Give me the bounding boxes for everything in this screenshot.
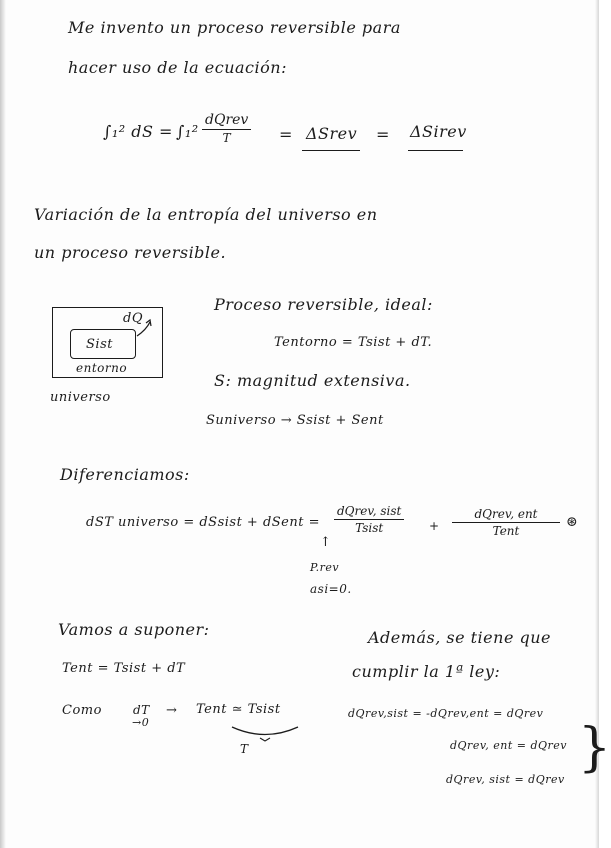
equals-sign-1: = (279, 125, 293, 144)
suppose-heading: Vamos a suponer: (58, 620, 210, 639)
fraction-ent-denominator: Tent (492, 524, 520, 538)
dqrev-ent-equation: dQrev, ent = dQrev (450, 739, 567, 752)
process-line-3: S: magnitud extensiva. (214, 371, 411, 390)
dt-label: dT (133, 703, 150, 717)
tent-equation: Tent = Tsist + dT (62, 661, 186, 676)
delta-s-rev: ΔSrev (306, 124, 358, 143)
fraction-ent (452, 507, 560, 538)
como-label: Como (62, 703, 102, 718)
page-left-shadow (0, 0, 6, 848)
fraction-sist-denominator: Tsist (355, 521, 384, 535)
intro-line-2: hacer uso de la ecuación: (68, 58, 287, 77)
process-line-2: Tentorno = Tsist + dT. (274, 335, 433, 350)
note-p-rev: P.rev (310, 561, 340, 574)
tent-approx-tsist: Tent ≃ Tsist (196, 702, 281, 717)
delta-s-irev: ΔSirev (410, 122, 467, 141)
up-arrow: ↑ (320, 535, 332, 550)
dqrev-sist-equation: dQrev, sist = dQrev (446, 773, 565, 786)
asterisk-marker: ⊛ (566, 514, 579, 530)
process-line-4: Suniverso → Ssist + Sent (206, 413, 384, 428)
fraction-numerator: dQrev (205, 112, 249, 128)
plus-sign: + (429, 519, 440, 533)
entorno-label: entorno (76, 361, 128, 375)
integral-rhs: ∫₁² (176, 122, 199, 141)
fraction-sist (334, 504, 404, 535)
section-entropy-line-2: un proceso reversible. (34, 243, 227, 262)
fraction-denominator: T (222, 131, 231, 145)
first-law-equation: dQrev,sist = -dQrev,ent = dQrev (348, 707, 544, 720)
differentiate-heading: Diferenciamos: (60, 465, 190, 484)
ademas-line-1: Además, se tiene que (368, 628, 552, 647)
implies-arrow: → (166, 703, 178, 718)
entropy-sum-lhs: dST universo = dSsist + dSent = (86, 515, 320, 530)
integral-lhs: ∫₁² dS = (103, 122, 173, 141)
common-t-label: T (240, 742, 249, 756)
ademas-line-2: cumplir la 1ª ley: (352, 662, 501, 681)
dq-label: dQ (123, 311, 143, 326)
sist-label: Sist (86, 337, 113, 352)
note-asi-zero: asi=0. (310, 582, 352, 596)
delta-s-irev-underline (408, 150, 463, 151)
intro-line-1: Me invento un proceso reversible para (68, 18, 401, 37)
process-line-1: Proceso reversible, ideal: (214, 295, 433, 314)
fraction-sist-numerator: dQrev, sist (337, 504, 402, 518)
universo-label: universo (50, 390, 111, 405)
dt-limit: →0 (132, 716, 150, 729)
fraction-ent-numerator: dQrev, ent (474, 507, 538, 521)
equals-sign-2: = (376, 125, 390, 144)
fraction-dqrev-over-t (202, 112, 251, 145)
right-brace: } (578, 718, 611, 778)
delta-s-rev-underline (302, 150, 360, 151)
section-entropy-line-1: Variación de la entropía del universo en (34, 205, 378, 224)
